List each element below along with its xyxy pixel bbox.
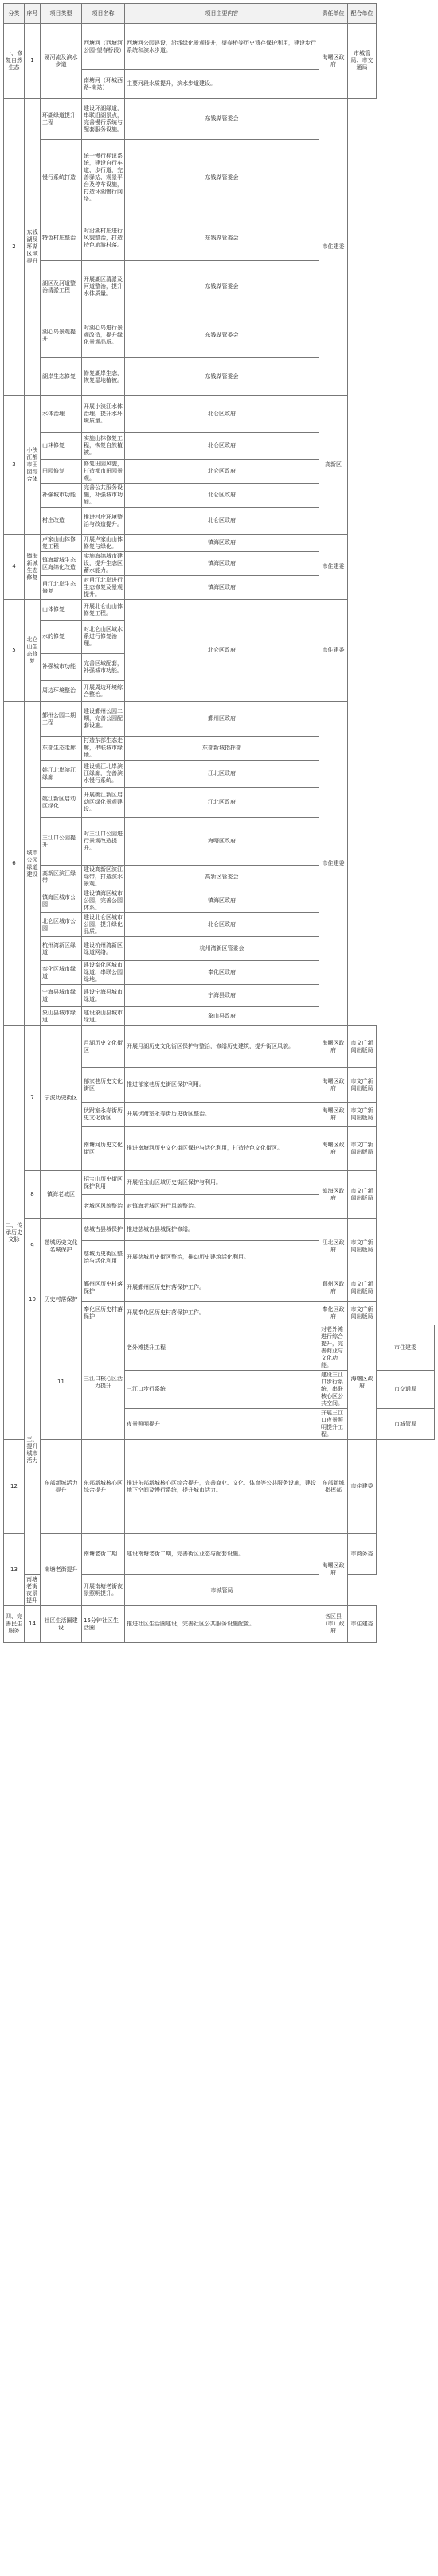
content-cell: 修复湖岸生态，恢复湿地植被。 <box>82 358 125 396</box>
table-row <box>4 508 435 535</box>
name-cell: 招宝山历史街区保护利用 <box>82 1171 125 1195</box>
content-cell: 推进南塘河历史文化街区保护与活化利用，打造特色文化街区。 <box>125 1127 319 1171</box>
table-row <box>4 216 435 261</box>
name-cell: 慈城历史街区整治与活化利用 <box>82 1241 125 1274</box>
name-cell: 东部生态走廊 <box>41 737 82 761</box>
name-cell: 补强城市功能 <box>41 654 82 681</box>
content-cell: 推进东部新城核心区综合提升，完善商业、文化、体育等公共服务设施，建设地下空间及慢行系统，提升城市活力。 <box>125 1440 319 1534</box>
lead-cell: 奉化区政府 <box>319 1302 348 1325</box>
name-cell: 水的修复 <box>41 621 82 654</box>
name-cell: 慢行系统打造 <box>41 140 82 216</box>
content-cell: 建设镇海区城市公园，完善公园体系。 <box>82 889 125 913</box>
lead-cell: 东钱湖管委会 <box>125 216 319 261</box>
table-row <box>4 600 435 621</box>
seq-cell: 14 <box>25 1606 41 1643</box>
content-cell: 对甬江北岸进行生态修复及景观提升。 <box>82 576 125 600</box>
name-cell: 湖区及河道整治清淤工程 <box>41 261 82 313</box>
content-cell: 对北仑山区域水系进行修复治理。 <box>82 621 125 654</box>
table-row <box>4 889 435 913</box>
content-cell: 开展慈城历史街区整治，推动历史建筑活化利用。 <box>125 1241 319 1274</box>
table-row <box>4 24 435 70</box>
name-cell: 姚江北岸滨江绿廊 <box>41 761 82 788</box>
table-row <box>4 1606 435 1643</box>
name-cell: 湖岸生态修复 <box>41 358 82 396</box>
name-cell: 鄞州公园二期工程 <box>41 702 82 737</box>
header-support-unit: 配合单位 <box>348 4 377 24</box>
name-cell: 月湖历史文化街区 <box>82 1026 125 1068</box>
seq-cell: 6 <box>4 702 25 1026</box>
name-cell: 卢家山山体修复工程 <box>41 535 82 552</box>
lead-cell: 北仑区政府 <box>125 433 319 460</box>
name-cell: 西塘河（西塘河公园-望春桥段） <box>82 24 125 70</box>
lead-cell: 北仑区政府 <box>125 484 319 508</box>
seq-cell: 8 <box>25 1171 41 1219</box>
content-cell: 建设南塘老街二期，完善街区业态与配套设施。 <box>125 1534 319 1575</box>
content-cell: 建设北仑区城市公园，提升绿化品质。 <box>82 913 125 937</box>
support-cell: 市文广新闻出版局 <box>348 1219 377 1274</box>
support-cell: 市文广新闻出版局 <box>348 1302 377 1325</box>
content-cell: 对老外滩进行综合提升，完善商业与文化功能。 <box>319 1325 348 1371</box>
content-cell: 完善公共服务设施，补强城市功能。 <box>82 484 125 508</box>
name-cell: 15分钟社区生活圈 <box>82 1606 125 1643</box>
seq-cell: 3 <box>4 396 25 535</box>
category-cell: 三、提升城市活力 <box>25 1325 41 1575</box>
content-cell: 对湖心岛进行景观改造，提升绿化景观品质。 <box>82 313 125 358</box>
table-row <box>4 535 435 552</box>
lead-cell: 东部新城指挥部 <box>125 737 319 761</box>
support-cell: 市文广新闻出版局 <box>348 1171 377 1219</box>
table-row <box>4 313 435 358</box>
table-row <box>4 1534 435 1575</box>
content-cell: 开展伏跗室永寿街历史街区整治。 <box>125 1103 319 1127</box>
table-row <box>4 1219 435 1241</box>
lead-cell: 海曙区政府 <box>319 1103 348 1127</box>
lead-cell: 奉化区政府 <box>125 961 319 985</box>
name-cell: 山林修复 <box>41 433 82 460</box>
lead-cell: 东部新城指挥部 <box>319 1440 348 1534</box>
seq-cell: 7 <box>25 1026 41 1171</box>
type-cell: 小浃江都市田园综合体 <box>25 396 41 535</box>
type-cell: 硬河流及滨水步道 <box>41 24 82 99</box>
lead-cell: 镇海区政府 <box>125 552 319 576</box>
type-cell: 慈城历史文化名城保护 <box>41 1219 82 1274</box>
table-row <box>4 1007 435 1026</box>
content-cell: 开展北仑山山体修复工程。 <box>82 600 125 621</box>
name-cell: 特色村庄整治 <box>41 216 82 261</box>
name-cell: 甬江北岸生态修复 <box>41 576 82 600</box>
header-category: 分类 <box>4 4 25 24</box>
seq-cell: 2 <box>4 99 25 396</box>
seq-cell: 9 <box>25 1219 41 1274</box>
content-cell: 建设高新区滨江绿带，打造滨水景观。 <box>82 866 125 889</box>
type-cell: 镇海老城区 <box>41 1171 82 1219</box>
content-cell: 建设三江口步行系统，串联核心区公共空间。 <box>319 1371 348 1409</box>
header-seq: 序号 <box>25 4 41 24</box>
table-row <box>4 358 435 396</box>
table-row <box>4 937 435 961</box>
content-cell: 建设鄞州公园二期，完善公园配套设施。 <box>82 702 125 737</box>
content-cell: 建设杭州湾新区绿道网络。 <box>82 937 125 961</box>
content-cell: 西塘河公园建设，沿线绿化景观提升，望春桥等历史遗存保护利用，建设步行系统和滨水步道。 <box>125 24 319 70</box>
table-header-row <box>4 4 435 24</box>
table-row <box>4 1440 435 1534</box>
name-cell: 周边环境整治 <box>41 681 82 702</box>
header-lead-unit: 责任单位 <box>319 4 348 24</box>
content-cell: 建设象山县城市绿道。 <box>82 1007 125 1026</box>
type-cell: 南塘老街提升 <box>41 1534 82 1606</box>
name-cell: 高新区滨江绿带 <box>41 866 82 889</box>
content-cell: 对三江口公园进行景观改造提升。 <box>82 818 125 866</box>
content-cell: 统一慢行标识系统，建设自行车道、步行道，完善驿站、观景平台及停车设施，打造环湖慢行网络。 <box>82 140 125 216</box>
table-row <box>4 702 435 737</box>
name-cell: 山体修复 <box>41 600 82 621</box>
seq-cell: 1 <box>25 24 41 99</box>
name-cell: 宁海县城市绿道 <box>41 985 82 1007</box>
support-cell: 市住建委 <box>348 1606 377 1643</box>
type-cell: 城市公园绿道建设 <box>25 702 41 1026</box>
table-row <box>4 913 435 937</box>
type-cell: 社区生活圈建设 <box>41 1606 82 1643</box>
support-cell: 市文广新闻出版局 <box>348 1068 377 1103</box>
name-cell: 南塘老街二期 <box>82 1534 125 1575</box>
lead-cell: 东钱湖管委会 <box>125 313 319 358</box>
table-row <box>4 460 435 484</box>
support-cell: 市交通局 <box>377 1371 435 1409</box>
table-row <box>4 1274 435 1302</box>
name-cell: 伏跗室永寿街历史文化街区 <box>82 1103 125 1127</box>
lead-cell: 东钱湖管委会 <box>125 358 319 396</box>
table-row <box>4 1026 435 1068</box>
support-cell: 市住建委 <box>319 535 348 600</box>
lead-cell: 东钱湖管委会 <box>125 99 319 140</box>
lead-cell: 海曙区政府 <box>319 24 348 99</box>
content-cell: 开展招宝山区域历史街区保护与利用。 <box>125 1171 319 1195</box>
content-cell: 开展卢家山山体修复与绿化。 <box>82 535 125 552</box>
name-cell: 镇海区城市公园 <box>41 889 82 913</box>
table-row <box>4 99 435 140</box>
type-cell: 东钱湖及环湖区域提升 <box>25 99 41 396</box>
support-cell: 市文广新闻出版局 <box>348 1026 377 1068</box>
content-cell: 开展鄞州区历史村落保护工作。 <box>125 1274 319 1302</box>
table-row <box>4 961 435 985</box>
header-project-name: 项目名称 <box>82 4 125 24</box>
table-row <box>4 761 435 788</box>
category-cell: 四、完善民生服务 <box>4 1606 25 1643</box>
name-cell: 姚江新区启动区绿化 <box>41 788 82 818</box>
table-row <box>4 433 435 460</box>
name-cell: 鄞州区历史村落保护 <box>82 1274 125 1302</box>
lead-cell: 海曙区政府 <box>125 818 319 866</box>
content-cell: 建设宁海县城市绿道。 <box>82 985 125 1007</box>
lead-cell: 海曙区政府 <box>319 1068 348 1103</box>
name-cell: 奉化区历史村落保护 <box>82 1302 125 1325</box>
lead-cell: 北仑区政府 <box>125 913 319 937</box>
content-cell: 修复田园风貌，打造都市田园景观。 <box>82 460 125 484</box>
seq-cell: 5 <box>4 600 25 702</box>
table-row <box>4 1171 435 1195</box>
name-cell: 奉化区城市绿道 <box>41 961 82 985</box>
lead-cell: 镇海区政府 <box>125 535 319 552</box>
lead-cell: 海曙区政府 <box>348 1325 377 1440</box>
content-cell: 对镇海老城区进行风貌整治。 <box>125 1195 319 1219</box>
content-cell: 完善区域配套，补强城市功能。 <box>82 654 125 681</box>
type-cell: 镇海新城生态修复 <box>25 535 41 600</box>
support-cell: 市住建委 <box>348 1440 377 1534</box>
header-project-type: 项目类型 <box>41 4 82 24</box>
support-cell: 市商务委 <box>348 1534 377 1575</box>
table-row <box>4 866 435 889</box>
content-cell: 开展南塘老街夜景照明提升。 <box>82 1575 125 1606</box>
support-cell: 市住建委 <box>319 702 348 1026</box>
lead-cell: 鄞州区政府 <box>319 1274 348 1302</box>
lead-cell: 高新区管委会 <box>125 866 319 889</box>
support-cell: 市文广新闻出版局 <box>348 1274 377 1302</box>
header-content: 项目主要内容 <box>125 4 319 24</box>
table-row <box>4 261 435 313</box>
table-row <box>4 552 435 576</box>
name-cell: 北仑区城市公园 <box>41 913 82 937</box>
lead-cell: 北仑区政府 <box>125 600 319 702</box>
lead-cell: 镇海区政府 <box>125 576 319 600</box>
name-cell: 杭州湾新区绿道 <box>41 937 82 961</box>
table-row <box>4 788 435 818</box>
table-row <box>4 576 435 600</box>
name-cell: 环湖绿道提升工程 <box>41 99 82 140</box>
name-cell: 村庄改造 <box>41 508 82 535</box>
lead-cell: 东钱湖管委会 <box>125 261 319 313</box>
lead-cell: 镇海区政府 <box>319 1171 348 1219</box>
type-cell: 历史村落保护 <box>41 1274 82 1325</box>
seq-cell: 4 <box>4 535 25 600</box>
content-cell: 开展周边环境综合整治。 <box>82 681 125 702</box>
table-row <box>4 396 435 433</box>
type-cell: 宁波历史街区 <box>41 1026 82 1171</box>
name-cell: 象山县城市绿道 <box>41 1007 82 1026</box>
name-cell: 水体治理 <box>41 396 82 433</box>
content-cell: 推进慈城古县城保护修缮。 <box>125 1219 319 1241</box>
table-row <box>4 737 435 761</box>
content-cell: 建设环湖绿道，串联沿湖景点，完善慢行系统与配套服务设施。 <box>82 99 125 140</box>
name-cell: 南塘河历史文化街区 <box>82 1127 125 1171</box>
name-cell: 补强城市功能 <box>41 484 82 508</box>
content-cell: 对沿湖村庄进行风貌整治，打造特色旅游村落。 <box>82 216 125 261</box>
support-cell: 市文广新闻出版局 <box>348 1127 377 1171</box>
lead-cell: 江北区政府 <box>125 761 319 788</box>
name-cell: 东部新城核心区综合提升 <box>82 1440 125 1534</box>
name-cell: 镇海新城生态区海绵化改造 <box>41 552 82 576</box>
project-table <box>3 3 435 1643</box>
support-cell: 市城管局 <box>125 1575 319 1606</box>
content-cell: 推进村庄环境整治与改造提升。 <box>82 508 125 535</box>
name-cell: 三江口步行系统 <box>125 1371 319 1409</box>
name-cell: 慈城古县城保护 <box>82 1219 125 1241</box>
table-row <box>4 484 435 508</box>
seq-cell: 10 <box>25 1274 41 1325</box>
table-row <box>4 1325 435 1371</box>
type-cell: 三江口核心区活力提升 <box>82 1325 125 1440</box>
content-cell: 实施山林修复工程，恢复自然植被。 <box>82 433 125 460</box>
category-cell: 一、修复自然生态 <box>4 24 25 99</box>
lead-cell: 镇海区政府 <box>125 889 319 913</box>
name-cell: 郁家巷历史文化街区 <box>82 1068 125 1103</box>
support-cell: 市住建委 <box>377 1325 435 1371</box>
type-cell: 东部新城活力提升 <box>41 1440 82 1534</box>
content-cell: 实施海绵城市建设，提升生态区蓄水能力。 <box>82 552 125 576</box>
lead-cell: 江北区政府 <box>125 788 319 818</box>
seq-cell: 12 <box>4 1440 25 1534</box>
content-cell: 开展小浃江水体治理，提升水环境质量。 <box>82 396 125 433</box>
content-cell: 打造东部生态走廊，串联城市绿地。 <box>82 737 125 761</box>
lead-cell: 各区县（市）政府 <box>319 1606 348 1643</box>
name-cell: 田园修复 <box>41 460 82 484</box>
support-cell: 市住建委 <box>319 600 348 702</box>
name-cell: 南塘河（环城西路-南站） <box>82 70 125 99</box>
support-cell: 市城管局、市交通局 <box>348 24 377 99</box>
lead-cell: 鄞州区政府 <box>125 702 319 737</box>
content-cell: 推进社区生活圈建设，完善社区公共服务设施配置。 <box>125 1606 319 1643</box>
seq-cell: 13 <box>4 1534 25 1606</box>
lead-cell: 北仑区政府 <box>125 460 319 484</box>
lead-cell: 东钱湖管委会 <box>125 140 319 216</box>
content-cell: 开展湖区清淤及河道整治，提升水体质量。 <box>82 261 125 313</box>
name-cell: 老外滩提升工程 <box>125 1325 319 1371</box>
content-cell: 开展姚江新区启动区绿化景观建设。 <box>82 788 125 818</box>
table-row <box>4 818 435 866</box>
support-cell: 市城管局 <box>377 1409 435 1440</box>
content-cell: 建设奉化区城市绿道，串联公园绿地。 <box>82 961 125 985</box>
content-cell: 开展奉化区历史村落保护工作。 <box>125 1302 319 1325</box>
table-row <box>4 140 435 216</box>
lead-cell: 海曙区政府 <box>319 1127 348 1171</box>
name-cell: 湖心岛景观提升 <box>41 313 82 358</box>
lead-cell: 宁海县政府 <box>125 985 319 1007</box>
lead-cell: 海曙区政府 <box>319 1026 348 1068</box>
lead-cell: 象山县政府 <box>125 1007 319 1026</box>
category-cell: 二、传承历史文脉 <box>4 1026 25 1440</box>
content-cell: 主要河段水质提升，滨水步道建设。 <box>125 70 319 99</box>
lead-cell: 北仑区政府 <box>125 508 319 535</box>
lead-cell: 杭州湾新区管委会 <box>125 937 319 961</box>
lead-cell: 海曙区政府 <box>319 1534 348 1606</box>
support-cell: 市文广新闻出版局 <box>348 1103 377 1127</box>
name-cell: 夜景照明提升 <box>125 1409 319 1440</box>
type-cell: 北仑山生态修复 <box>25 600 41 702</box>
lead-cell: 北仑区政府 <box>125 396 319 433</box>
content-cell: 开展月湖历史文化街区保护与整治，修缮历史建筑，提升街区风貌。 <box>125 1026 319 1068</box>
content-cell: 开展三江口夜景照明提升工程。 <box>319 1409 348 1440</box>
support-cell: 市住建委 <box>319 99 348 396</box>
name-cell: 老城区风貌整治 <box>82 1195 125 1219</box>
seq-cell: 11 <box>41 1325 82 1440</box>
name-cell: 南塘老街夜景提升 <box>25 1575 41 1606</box>
table-row <box>4 985 435 1007</box>
name-cell: 三江口公园提升 <box>41 818 82 866</box>
support-cell: 高新区 <box>319 396 348 535</box>
lead-cell: 江北区政府 <box>319 1219 348 1274</box>
content-cell: 推进郁家巷历史街区保护利用。 <box>125 1068 319 1103</box>
content-cell: 建设姚江北岸滨江绿廊，完善滨水慢行系统。 <box>82 761 125 788</box>
